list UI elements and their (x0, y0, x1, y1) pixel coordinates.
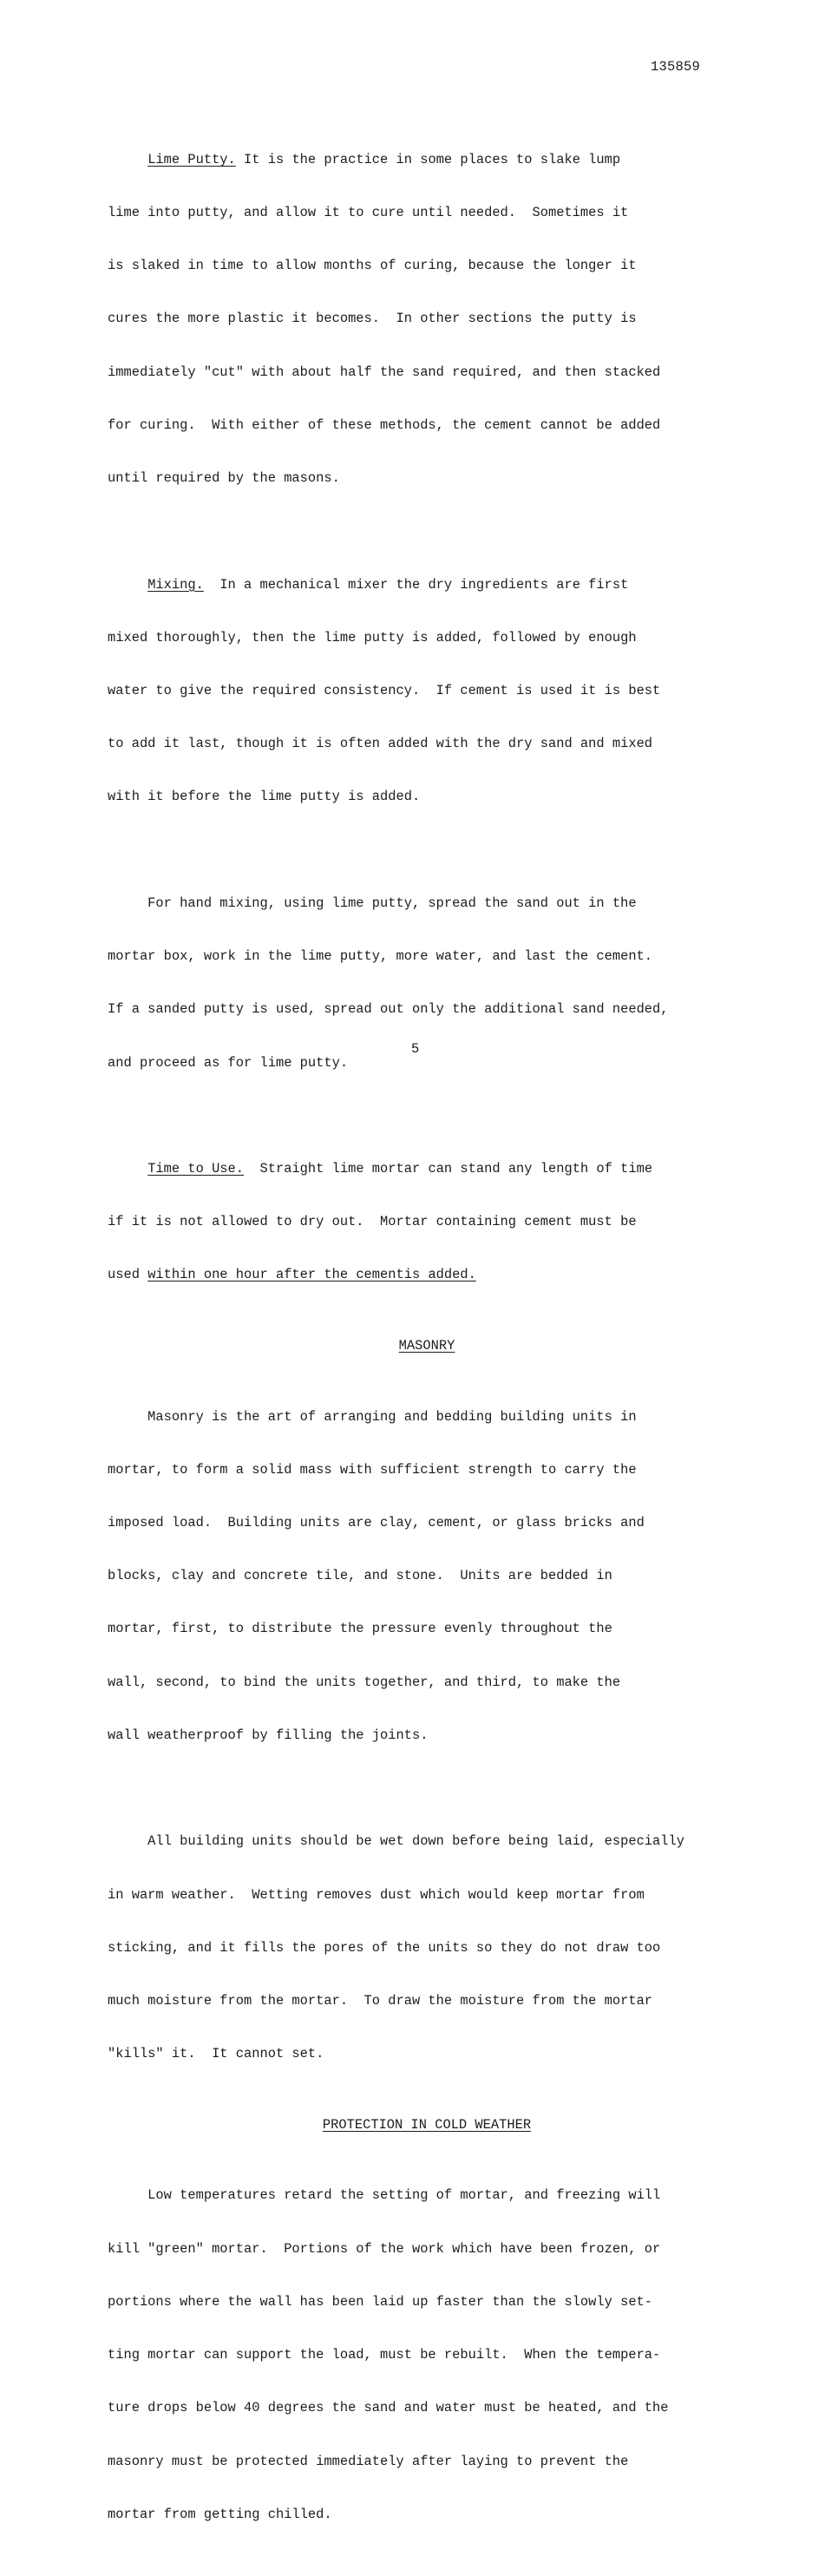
paragraph-line: ture drops below 40 degrees the sand and water must be heated, and the (108, 2400, 669, 2416)
cold-weather-heading-text: PROTECTION IN COLD WEATHER (322, 2116, 532, 2133)
paragraph-line: in warm weather. Wetting removes dust which would keep mortar from (108, 1886, 645, 1903)
paragraph-line: if it is not allowed to dry out. Mortar containing cement must be (108, 1214, 637, 1230)
time-to-use-underlined-phrase: within one hour after the cementis added. (147, 1267, 476, 1283)
paragraph-line: mortar from getting chilled. (108, 2506, 332, 2522)
paragraph-line: wall, second, to bind the units together, and third, to make the (108, 1674, 621, 1690)
mixing-first-line (108, 576, 723, 593)
paragraph-line: mortar, first, to distribute the pressure evenly throughout the (108, 1621, 612, 1637)
lime-putty-title: Lime Putty. (147, 151, 236, 167)
paragraph-line: portions where the wall has been laid up faster than the slowly set- (108, 2293, 653, 2310)
time-to-use-first-line (108, 1160, 723, 1177)
cold-weather-heading (108, 2116, 723, 2134)
paragraph-line: mixed thoroughly, then the lime putty is added, followed by enough (108, 629, 637, 646)
paragraph-line: If a sanded putty is used, spread out only the additional sand needed, (108, 1001, 669, 1018)
mixing-line-1-rest: In a mechanical mixer the dry ingredients are first (203, 576, 629, 593)
page-number: 5 (411, 1041, 420, 1057)
paragraph-line: Masonry is the art of arranging and bedding building units in (108, 1408, 637, 1425)
mixing-title: Mixing. (147, 576, 204, 593)
masonry-paragraph (108, 1373, 723, 1780)
paragraph-line: Low temperatures retard the setting of mortar, and freezing will (108, 2187, 661, 2204)
paragraph-line: ting mortar can support the load, must be rebuilt. When the tempera- (108, 2347, 661, 2363)
paragraph-line: and proceed as for lime putty. (108, 1054, 349, 1071)
lime-putty-paragraph (108, 115, 723, 522)
cold-weather-paragraph (108, 2152, 723, 2559)
paragraph-line: kill "green" mortar. Portions of the work which have been frozen, or (108, 2240, 661, 2257)
paragraph-line: masonry must be protected immediately after laying to prevent the (108, 2453, 629, 2469)
hand-mixing-paragraph (108, 859, 723, 1107)
time-to-use-last-line (108, 1266, 723, 1283)
time-to-use-line-1-rest: Straight lime mortar can stand any length of time (244, 1160, 653, 1177)
document-number: 135859 (651, 59, 701, 75)
paragraph-line: much moisture from the mortar. To draw the moisture from the mortar (108, 1992, 653, 2009)
paragraph-line: For hand mixing, using lime putty, spread the sand out in the (108, 895, 637, 911)
paragraph-line: blocks, clay and concrete tile, and stone. Units are bedded in (108, 1568, 612, 1584)
paragraph-line: imposed load. Building units are clay, cement, or glass bricks and (108, 1515, 645, 1531)
paragraph-line: wall weatherproof by filling the joints. (108, 1727, 429, 1743)
paragraph-line: water to give the required consistency. If cement is used it is best (108, 682, 661, 698)
paragraph-line: for curing. With either of these methods, the cement cannot be added (108, 416, 661, 433)
paragraph-line: sticking, and it fills the pores of the units so they do not draw too (108, 1939, 661, 1956)
paragraph-line: until required by the masons. (108, 470, 340, 487)
paragraph-line: with it before the lime putty is added. (108, 789, 421, 805)
paragraph-line: cures the more plastic it becomes. In other sections the putty is (108, 311, 637, 327)
paragraph-line: mortar, to form a solid mass with sufficient strength to carry the (108, 1461, 637, 1478)
masonry-heading-text: MASONRY (398, 1337, 455, 1354)
masonry-heading (108, 1337, 723, 1354)
building-units-paragraph (108, 1798, 723, 2099)
lime-putty-line-1-rest: It is the practice in some places to slake lump (235, 151, 621, 167)
time-to-use-paragraph (108, 1124, 723, 1319)
paragraph-line: lime into putty, and allow it to cure until needed. Sometimes it (108, 205, 629, 221)
paragraph-line: is slaked in time to allow months of curing, because the longer it (108, 258, 637, 274)
mixing-paragraph (108, 541, 723, 842)
paragraph-line: mortar box, work in the lime putty, more water, and last the cement. (108, 948, 653, 965)
paragraph-line: "kills" it. It cannot set. (108, 2046, 324, 2062)
paragraph-line: immediately "cut" with about half the sand required, and then stacked (108, 364, 661, 380)
lime-putty-first-line (108, 151, 723, 168)
paragraph-line: to add it last, though it is often added with the dry sand and mixed (108, 736, 653, 752)
time-to-use-title: Time to Use. (147, 1160, 245, 1177)
paragraph-line: All building units should be wet down before being laid, especially (108, 1833, 684, 1850)
page-body (108, 115, 723, 2576)
time-to-use-line-3-start: used (108, 1267, 148, 1283)
